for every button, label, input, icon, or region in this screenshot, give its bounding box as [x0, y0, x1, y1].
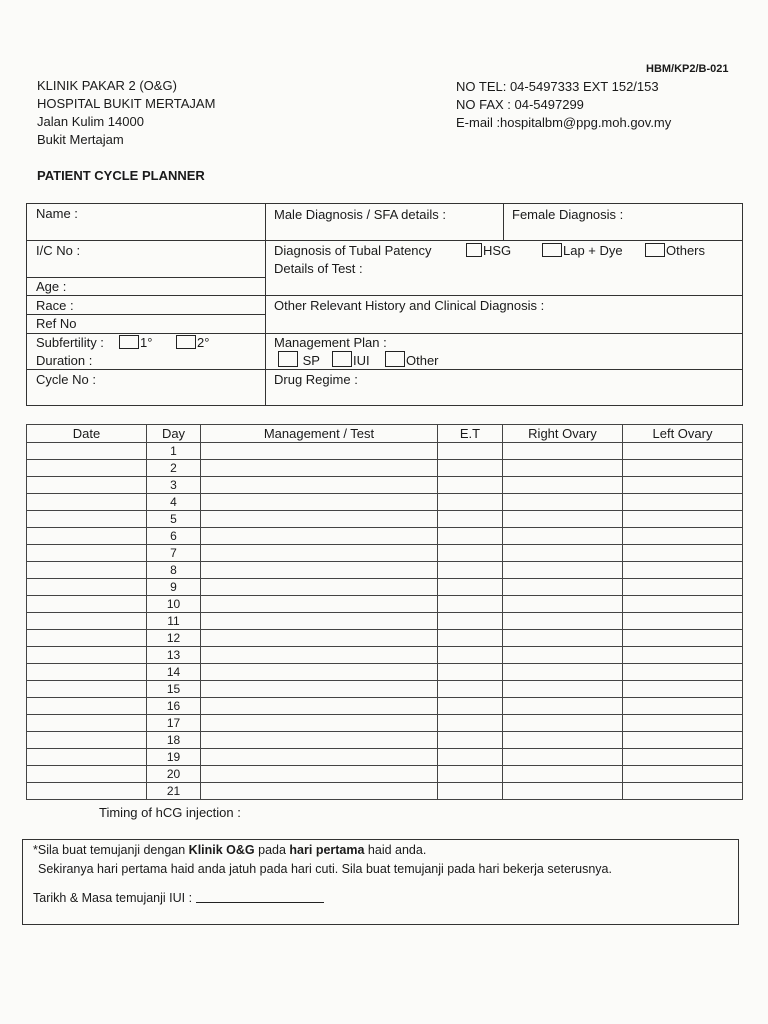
right-ovary-cell[interactable]	[503, 698, 623, 715]
table-header-row	[27, 425, 743, 443]
duration-label: Duration :	[36, 353, 93, 368]
table-row	[27, 613, 743, 630]
day-cell: 3	[147, 477, 201, 494]
hospital-name: HOSPITAL BUKIT MERTAJAM	[37, 96, 216, 111]
table-row	[27, 783, 743, 800]
et-cell[interactable]	[438, 460, 503, 477]
table-row	[27, 562, 743, 579]
header-day: Day	[147, 425, 201, 443]
day-cell: 13	[147, 647, 201, 664]
history-label: Other Relevant History and Clinical Diagnosis :	[274, 298, 545, 313]
day-cell: 8	[147, 562, 201, 579]
table-row	[27, 494, 743, 511]
right-ovary-cell[interactable]	[503, 528, 623, 545]
table-row	[27, 698, 743, 715]
right-ovary-cell[interactable]	[503, 630, 623, 647]
hsg-option[interactable]: HSG	[466, 243, 511, 259]
hsg-checkbox[interactable]	[466, 243, 482, 257]
right-ovary-cell[interactable]	[503, 494, 623, 511]
note-line-1: *Sila buat temujanji dengan Klinik O&G pada hari pertama haid anda.	[33, 843, 427, 857]
et-cell[interactable]	[438, 766, 503, 783]
day-cell: 7	[147, 545, 201, 562]
et-cell[interactable]	[438, 732, 503, 749]
management-cell[interactable]	[201, 715, 438, 732]
date-cell[interactable]	[27, 681, 147, 698]
cycle-table	[26, 424, 743, 800]
et-cell[interactable]	[438, 511, 503, 528]
date-cell[interactable]	[27, 460, 147, 477]
iui-checkbox[interactable]	[332, 351, 352, 367]
day-cell: 2	[147, 460, 201, 477]
header-et: E.T	[438, 425, 503, 443]
clinic-city: Bukit Mertajam	[37, 132, 124, 147]
left-ovary-cell[interactable]	[623, 766, 743, 783]
female-diagnosis-label: Female Diagnosis :	[512, 207, 624, 222]
day-cell: 10	[147, 596, 201, 613]
right-ovary-cell[interactable]	[503, 647, 623, 664]
left-ovary-cell[interactable]	[623, 715, 743, 732]
date-cell[interactable]	[27, 579, 147, 596]
et-cell[interactable]	[438, 443, 503, 460]
subfertility-primary-checkbox[interactable]	[119, 335, 139, 349]
details-of-test-label: Details of Test :	[274, 261, 363, 276]
et-cell[interactable]	[438, 783, 503, 800]
date-cell[interactable]	[27, 545, 147, 562]
day-cell: 9	[147, 579, 201, 596]
management-cell[interactable]	[201, 443, 438, 460]
right-ovary-cell[interactable]	[503, 460, 623, 477]
right-ovary-cell[interactable]	[503, 511, 623, 528]
day-cell: 5	[147, 511, 201, 528]
clinic-name: KLINIK PAKAR 2 (O&G)	[37, 78, 177, 93]
left-ovary-cell[interactable]	[623, 749, 743, 766]
day-cell: 12	[147, 630, 201, 647]
right-ovary-cell[interactable]	[503, 783, 623, 800]
male-diagnosis-label: Male Diagnosis / SFA details :	[274, 207, 446, 222]
sp-option[interactable]: SP	[278, 351, 320, 369]
right-ovary-cell[interactable]	[503, 766, 623, 783]
date-cell[interactable]	[27, 494, 147, 511]
management-cell[interactable]	[201, 545, 438, 562]
management-cell[interactable]	[201, 596, 438, 613]
date-cell[interactable]	[27, 698, 147, 715]
left-ovary-cell[interactable]	[623, 511, 743, 528]
left-ovary-cell[interactable]	[623, 528, 743, 545]
right-ovary-cell[interactable]	[503, 596, 623, 613]
left-ovary-cell[interactable]	[623, 681, 743, 698]
others-checkbox[interactable]	[645, 243, 665, 257]
management-cell[interactable]	[201, 647, 438, 664]
date-cell[interactable]	[27, 647, 147, 664]
cycle-no-label: Cycle No :	[36, 372, 96, 387]
name-label: Name :	[36, 206, 78, 221]
left-ovary-cell[interactable]	[623, 630, 743, 647]
hcg-timing-label: Timing of hCG injection :	[99, 805, 241, 820]
table-row	[27, 596, 743, 613]
table-row	[27, 477, 743, 494]
lap-dye-checkbox[interactable]	[542, 243, 562, 257]
date-cell[interactable]	[27, 562, 147, 579]
day-cell: 17	[147, 715, 201, 732]
table-row	[27, 511, 743, 528]
note-line-2: Sekiranya hari pertama haid anda jatuh pada hari cuti. Sila buat temujanji pada hari bekerja seterusnya.	[38, 862, 612, 876]
date-cell[interactable]	[27, 715, 147, 732]
header-date: Date	[27, 425, 147, 443]
day-cell: 6	[147, 528, 201, 545]
date-cell[interactable]	[27, 630, 147, 647]
management-cell[interactable]	[201, 511, 438, 528]
right-ovary-cell[interactable]	[503, 749, 623, 766]
table-row	[27, 681, 743, 698]
contact-fax: NO FAX : 04-5497299	[456, 97, 584, 112]
management-cell[interactable]	[201, 664, 438, 681]
date-cell[interactable]	[27, 596, 147, 613]
right-ovary-cell[interactable]	[503, 732, 623, 749]
management-cell[interactable]	[201, 681, 438, 698]
management-cell[interactable]	[201, 494, 438, 511]
management-cell[interactable]	[201, 783, 438, 800]
et-cell[interactable]	[438, 613, 503, 630]
et-cell[interactable]	[438, 681, 503, 698]
other-option[interactable]: Other	[385, 351, 439, 369]
ref-no-label: Ref No	[36, 316, 77, 331]
et-cell[interactable]	[438, 528, 503, 545]
clinic-street: Jalan Kulim 14000	[37, 114, 144, 129]
iui-appointment-field[interactable]: Tarikh & Masa temujanji IUI :	[33, 890, 324, 906]
right-ovary-cell[interactable]	[503, 443, 623, 460]
et-cell[interactable]	[438, 664, 503, 681]
management-cell[interactable]	[201, 613, 438, 630]
table-row	[27, 545, 743, 562]
left-ovary-cell[interactable]	[623, 783, 743, 800]
day-cell: 16	[147, 698, 201, 715]
day-cell: 11	[147, 613, 201, 630]
et-cell[interactable]	[438, 630, 503, 647]
management-cell[interactable]	[201, 579, 438, 596]
table-row	[27, 664, 743, 681]
left-ovary-cell[interactable]	[623, 460, 743, 477]
form-code: HBM/KP2/B-021	[646, 63, 729, 75]
day-cell: 14	[147, 664, 201, 681]
other-checkbox[interactable]	[385, 351, 405, 367]
left-ovary-cell[interactable]	[623, 698, 743, 715]
subfertility-secondary-option[interactable]: 2°	[176, 335, 209, 351]
management-cell[interactable]	[201, 630, 438, 647]
table-row	[27, 647, 743, 664]
iui-option[interactable]: IUI	[332, 351, 370, 369]
et-cell[interactable]	[438, 715, 503, 732]
right-ovary-cell[interactable]	[503, 613, 623, 630]
management-cell[interactable]	[201, 749, 438, 766]
date-cell[interactable]	[27, 528, 147, 545]
left-ovary-cell[interactable]	[623, 494, 743, 511]
table-row	[27, 766, 743, 783]
day-cell: 20	[147, 766, 201, 783]
et-cell[interactable]	[438, 562, 503, 579]
management-cell[interactable]	[201, 766, 438, 783]
date-cell[interactable]	[27, 477, 147, 494]
table-row	[27, 732, 743, 749]
table-row	[27, 579, 743, 596]
left-ovary-cell[interactable]	[623, 647, 743, 664]
subfertility-label: Subfertility :	[36, 335, 104, 350]
header-management: Management / Test	[201, 425, 438, 443]
date-cell[interactable]	[27, 443, 147, 460]
table-row	[27, 528, 743, 545]
sp-checkbox[interactable]	[278, 351, 298, 367]
left-ovary-cell[interactable]	[623, 732, 743, 749]
date-cell[interactable]	[27, 664, 147, 681]
date-cell[interactable]	[27, 511, 147, 528]
management-cell[interactable]	[201, 698, 438, 715]
table-row	[27, 460, 743, 477]
day-cell: 21	[147, 783, 201, 800]
race-label: Race :	[36, 298, 74, 313]
right-ovary-cell[interactable]	[503, 562, 623, 579]
contact-tel: NO TEL: 04-5497333 EXT 152/153	[456, 79, 659, 94]
contact-email: E-mail :hospitalbm@ppg.moh.gov.my	[456, 115, 672, 130]
right-ovary-cell[interactable]	[503, 545, 623, 562]
header-left-ovary: Left Ovary	[623, 425, 743, 443]
day-cell: 19	[147, 749, 201, 766]
management-cell[interactable]	[201, 477, 438, 494]
age-label: Age :	[36, 279, 67, 294]
et-cell[interactable]	[438, 647, 503, 664]
left-ovary-cell[interactable]	[623, 579, 743, 596]
management-cell[interactable]	[201, 562, 438, 579]
table-row	[27, 443, 743, 460]
date-cell[interactable]	[27, 783, 147, 800]
right-ovary-cell[interactable]	[503, 715, 623, 732]
et-cell[interactable]	[438, 579, 503, 596]
subfertility-primary-option[interactable]: 1°	[119, 335, 152, 351]
date-cell[interactable]	[27, 749, 147, 766]
left-ovary-cell[interactable]	[623, 613, 743, 630]
right-ovary-cell[interactable]	[503, 477, 623, 494]
day-cell: 1	[147, 443, 201, 460]
left-ovary-cell[interactable]	[623, 477, 743, 494]
table-row	[27, 715, 743, 732]
lap-dye-option[interactable]: Lap + Dye	[542, 243, 623, 259]
date-cell[interactable]	[27, 766, 147, 783]
et-cell[interactable]	[438, 477, 503, 494]
subfertility-secondary-checkbox[interactable]	[176, 335, 196, 349]
et-cell[interactable]	[438, 596, 503, 613]
date-cell[interactable]	[27, 613, 147, 630]
table-row	[27, 749, 743, 766]
left-ovary-cell[interactable]	[623, 443, 743, 460]
et-cell[interactable]	[438, 698, 503, 715]
header-right-ovary: Right Ovary	[503, 425, 623, 443]
et-cell[interactable]	[438, 545, 503, 562]
tubal-patency-label: Diagnosis of Tubal Patency	[274, 243, 432, 258]
left-ovary-cell[interactable]	[623, 596, 743, 613]
right-ovary-cell[interactable]	[503, 579, 623, 596]
et-cell[interactable]	[438, 749, 503, 766]
form-title: PATIENT CYCLE PLANNER	[37, 168, 205, 183]
iui-appointment-blank[interactable]	[196, 890, 324, 903]
day-cell: 15	[147, 681, 201, 698]
management-cell[interactable]	[201, 732, 438, 749]
left-ovary-cell[interactable]	[623, 545, 743, 562]
left-ovary-cell[interactable]	[623, 664, 743, 681]
drug-regime-label: Drug Regime :	[274, 372, 358, 387]
management-cell[interactable]	[201, 528, 438, 545]
day-cell: 18	[147, 732, 201, 749]
table-row	[27, 630, 743, 647]
et-cell[interactable]	[438, 494, 503, 511]
left-ovary-cell[interactable]	[623, 562, 743, 579]
right-ovary-cell[interactable]	[503, 664, 623, 681]
management-plan-label: Management Plan :	[274, 335, 387, 350]
management-cell[interactable]	[201, 460, 438, 477]
ic-label: I/C No :	[36, 243, 81, 258]
day-cell: 4	[147, 494, 201, 511]
right-ovary-cell[interactable]	[503, 681, 623, 698]
others-option[interactable]: Others	[645, 243, 705, 259]
date-cell[interactable]	[27, 732, 147, 749]
